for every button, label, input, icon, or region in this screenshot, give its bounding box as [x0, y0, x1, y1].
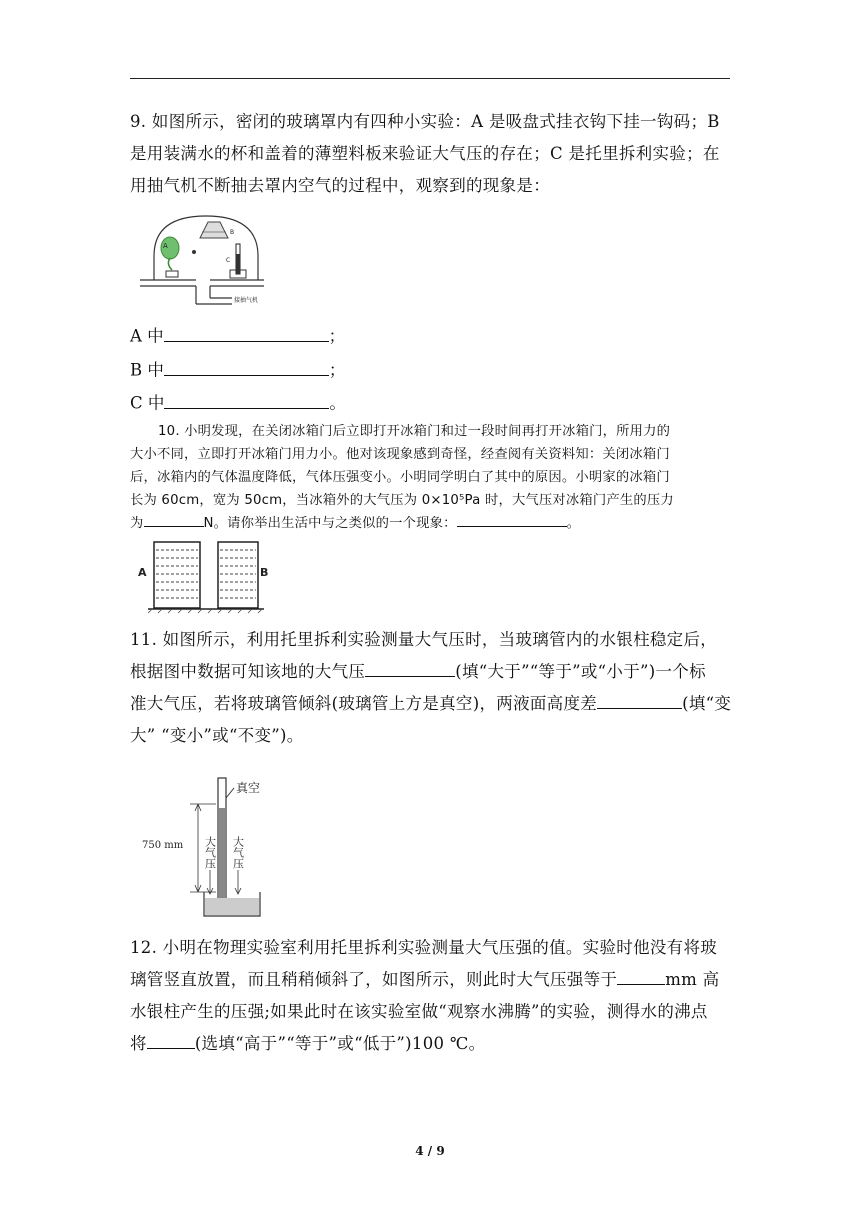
q11-line-2: 根据图中数据可知该地的大气压 (填“大于”“等于”或“小于”)一个标	[130, 656, 732, 688]
q12-blank-boiling[interactable]	[147, 1032, 195, 1050]
question-9	[130, 106, 732, 202]
fig-label-c: C	[226, 257, 231, 264]
q10-line-2: 大小不同，立即打开冰箱门用力小。他对该现象感到奇怪，经查阅有关资料知：关闭冰箱门	[130, 447, 670, 462]
q11-line-3: 准大气压，若将玻璃管倾斜(玻璃管上方是真空)，两液面高度差 (填“变	[130, 688, 732, 720]
q12-line-3: 水银柱产生的压强;如果此时在该实验室做“观察水沸腾”的实验，测得水的沸点	[130, 1002, 708, 1021]
q9-line-1: 9. 如图所示，密闭的玻璃罩内有四种小实验：A 是吸盘式挂衣钩下挂一钩码；B	[130, 112, 720, 131]
vacuum-label: 真空	[236, 781, 261, 795]
q12-line-1: 12. 小明在物理实验室利用托里拆利实验测量大气压强的值。实验时他没有将玻	[130, 938, 718, 957]
q12-line-2: 璃管竖直放置，而且稍稍倾斜了，如图所示，则此时大气压强等于 mm 高	[130, 964, 732, 996]
q9-line-3: 用抽气机不断抽去罩内空气的过程中，观察到的现象是：	[130, 176, 550, 195]
beaker-label-b: B	[260, 566, 269, 579]
q9-blank-c[interactable]	[164, 391, 329, 409]
question-10	[130, 420, 750, 535]
q11-blank-pressure[interactable]	[365, 660, 455, 678]
q10-blank-example[interactable]	[457, 513, 567, 527]
fig-pump-label: 接抽气机	[234, 297, 259, 304]
atm-label-right: 大气压	[231, 836, 245, 869]
q12-blank-mm[interactable]	[617, 968, 665, 986]
beaker-label-a: A	[138, 566, 147, 579]
two-beakers-figure	[136, 538, 269, 614]
page-number: 4 / 9	[415, 1144, 445, 1158]
question-11	[130, 624, 732, 752]
q10-line-1: 10. 小明发现，在关闭冰箱门后立即打开冰箱门和过一段时间再打开冰箱门，所用力的	[158, 424, 671, 439]
q11-blank-height[interactable]	[597, 692, 682, 710]
fig-label-a: A	[163, 242, 168, 250]
fig-label-b: B	[230, 229, 235, 236]
torricelli-tube-figure	[140, 774, 270, 920]
q9-blank-b[interactable]	[164, 358, 329, 376]
q9-answer-b: B 中 ；	[130, 358, 345, 383]
q10-line-3: 后，冰箱内的气体温度降低，气体压强变小。小明同学明白了其中的原因。小明家的冰箱门	[130, 470, 670, 485]
q10-blank-force[interactable]	[144, 513, 204, 527]
q9-line-2: 是用装满水的杯和盖着的薄塑料板来验证大气压的存在；C 是托里拆利实验；在	[130, 144, 720, 163]
q9-blank-a[interactable]	[164, 324, 329, 342]
q9-answer-c: C 中 。	[130, 391, 346, 416]
atm-label-left: 大气压	[203, 836, 217, 869]
q11-line-1: 11. 如图所示，利用托里拆利实验测量大气压时，当玻璃管内的水银柱稳定后，	[130, 630, 718, 649]
question-12	[130, 932, 732, 1060]
q10-line-5: 为 N。请你举出生活中与之类似的一个现象： 。	[130, 512, 750, 535]
q10-line-4: 长为 60cm，宽为 50cm，当冰箱外的大气压为 0×10⁵Pa 时，大气压对冰箱门产生的压力	[130, 493, 674, 508]
q11-line-4: 大” “变小”或“不变”)。	[130, 726, 304, 745]
header-rule	[130, 78, 730, 79]
q12-line-4: 将 (选填“高于”“等于”或“低于”)100 ℃。	[130, 1028, 732, 1060]
bell-jar-figure	[136, 208, 266, 312]
q9-answer-a: A 中 ；	[130, 324, 345, 349]
height-label: 750 mm	[142, 840, 184, 851]
